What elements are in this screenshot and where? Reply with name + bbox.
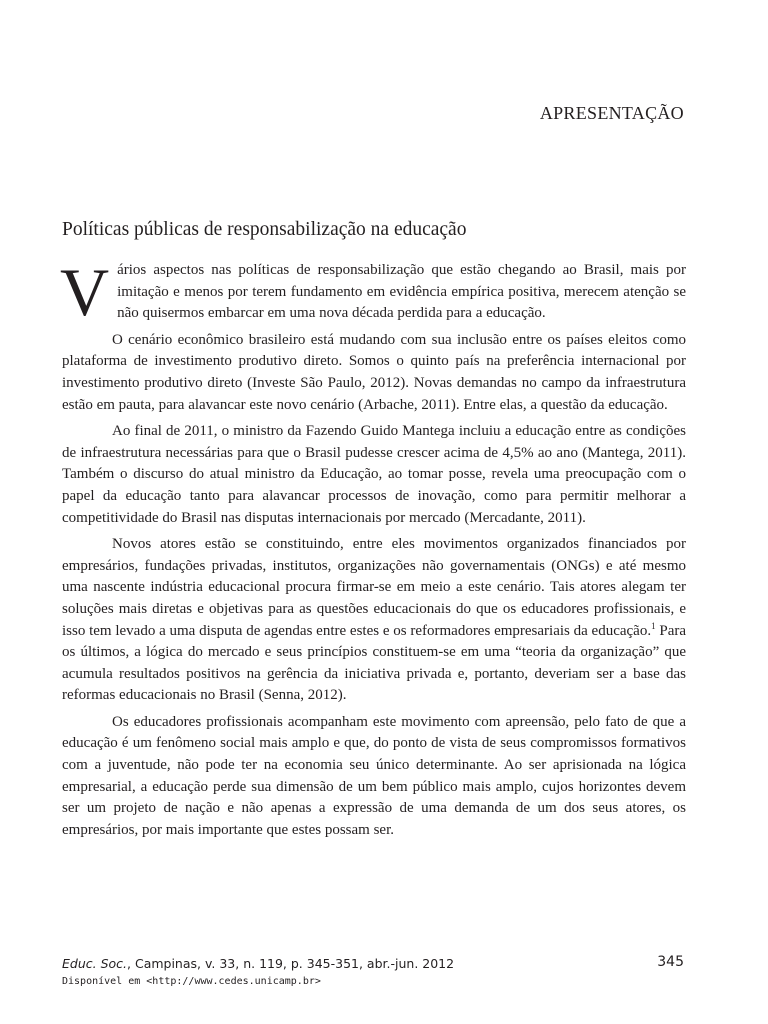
paragraph-4-text: Novos atores estão se constituindo, entre eles movimentos organizados financiados por empresários, fundações privadas, institutos, organizações não governamentais (ONGs) e até mesmo uma nascente indústria educacional procura firmar-se em meio a este cenário. Tais atores alegam ter soluções mais diretas e objetivas para as questões educacionais do que os educadores profissionais, e isso tem levado a uma disputa de agendas entre estes e os reformadores empresariais da educação. bbox=[62, 536, 686, 639]
page-number: 345 bbox=[657, 954, 684, 970]
paragraph-1-text: ários aspectos nas políticas de responsabilização que estão chegando ao Brasil, mais por imitação e menos por terem fundamento em evidência empírica positiva, merecem atenção se não quisermos embarcar em uma nova década perdida para a educação. bbox=[117, 262, 686, 322]
article-body bbox=[60, 254, 687, 846]
section-title: APRESENTAÇÃO bbox=[539, 103, 684, 123]
paragraph-5: Os educadores profissionais acompanham este movimento com apreensão, pelo fato de que a educação é um fenômeno social mais amplo e que, do ponto de vista de seus compromissos formativos com a juventude, não pode ter na economia seu único determinante. Ao ser aprisionada na lógica empresarial, a educação perde sua dimensão de um bem público mais amplo, cujos horizontes devem ser um projeto de nação e não apenas a expressão de uma demanda de um dos seus atores, os empresários, por mais importante que estes possam ser. bbox=[62, 713, 686, 838]
drop-cap: V bbox=[60, 254, 110, 330]
footer-citation bbox=[62, 956, 686, 971]
paragraph-4-continued: Para os últimos, a lógica do mercado e seus princípios constituem-se em uma “teoria da organização” que acumula resultados positivos na gerência da iniciativa privada e, portanto, deveriam ser a base das reformas educacionais no Brasil (Senna, 2012). bbox=[62, 622, 687, 704]
paragraph-2: O cenário econômico brasileiro está mudando com sua inclusão entre os países eleitos como plataforma de investimento produtivo direto. Somos o quinto país na preferência internacional por investimento produtivo direto (Investe São Paulo, 2012). Novas demandas no campo da infraestrutura estão em pauta, para alavancar este novo cenário (Arbache, 2011). Entre elas, a questão da educação. bbox=[62, 331, 686, 413]
paragraph-3: Ao final de 2011, o ministro da Fazendo Guido Mantega incluiu a educação entre as condições de infraestrutura necessárias para que o Brasil pudesse crescer acima de 4,5% ao ano (Mantega, 2011). Também o discurso do atual ministro da Educação, ao tomar posse, revela uma preocupação com o papel da educação tanto para alavancar processos de inovação, como para permitir melhorar a competitividade do Brasil nas disputas internacionais por mercado (Mercadante, 2011). bbox=[62, 423, 686, 526]
article-title: Políticas públicas de responsabilização na educação bbox=[62, 219, 467, 240]
footnote-marker[interactable]: 1 bbox=[651, 620, 656, 631]
journal-name: Educ. Soc. bbox=[62, 956, 128, 971]
citation-details: , Campinas, v. 33, n. 119, p. 345-351, abr.-jun. 2012 bbox=[127, 956, 455, 971]
availability-link[interactable]: Disponível em <http://www.cedes.unicamp.br> bbox=[62, 976, 321, 987]
paragraph-4 bbox=[62, 534, 686, 707]
paragraph-1 bbox=[60, 254, 686, 330]
